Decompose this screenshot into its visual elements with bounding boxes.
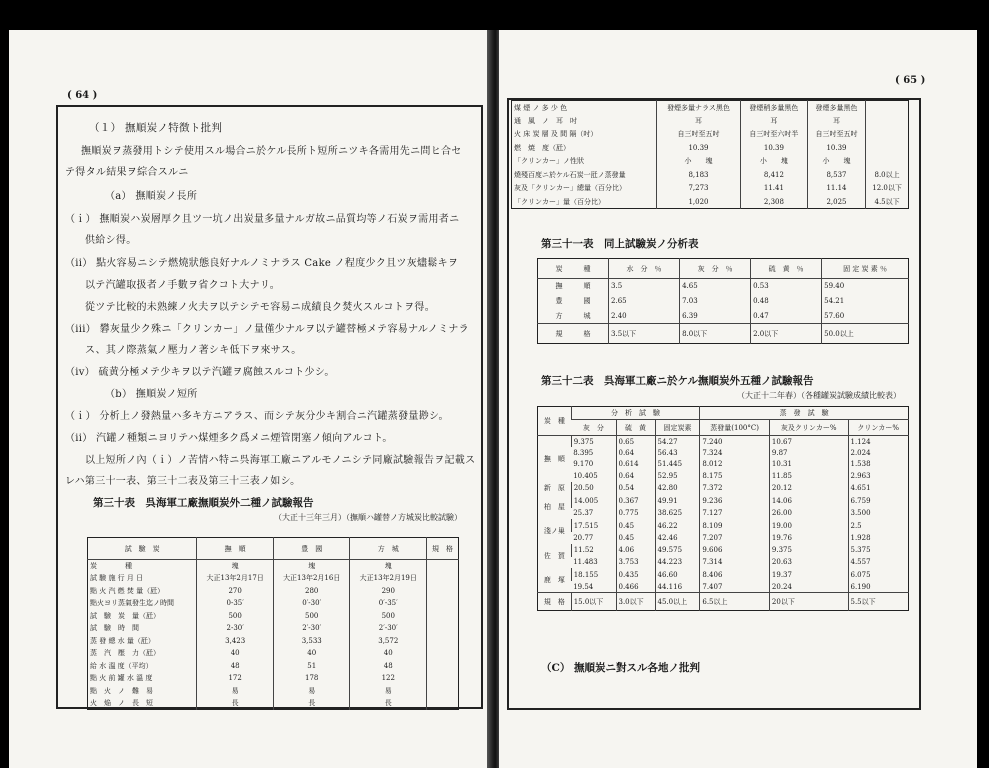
table-cell: 11.41 [740, 182, 807, 196]
text-line: （ｉ） 分析上ノ發熱量ハ多キ方ニアラス、而シテ灰分少キ割合ニ汽罐蒸發量尠シ。 [65, 411, 449, 422]
table-cell: 0.54 [616, 482, 655, 495]
text-line: 撫順炭ヲ蒸發用トシテ使用スル場合ニ於ケル長所ト短所ニツキ各需用先ニ問ヒ合セ [81, 146, 462, 157]
page-number: ( 64 ) [67, 90, 98, 101]
text-line: （ii） 汽罐ノ種類ニヨリテハ煤煙多ク爲メニ煙管閉塞ノ傾向アルコト。 [65, 433, 393, 444]
table-cell: 48 [197, 660, 274, 673]
column-header: 固定炭素 [655, 420, 700, 436]
table-cell: 大正13年2月17日 [197, 572, 274, 585]
table-row [538, 568, 909, 581]
table-cell: 6.075 [848, 568, 909, 581]
table-cell: 57.60 [822, 309, 909, 324]
table-cell: 178 [273, 672, 350, 685]
column-header: 蒸 發 試 驗 [700, 407, 909, 420]
table-cell: 15.0以下 [571, 593, 616, 611]
table-cell: 25.37 [573, 509, 594, 518]
text-line: 以テ汽罐取扱者ノ手數ヲ省クコト大ナリ。 [85, 280, 280, 291]
table-cell: 9.375 [769, 544, 848, 557]
table-cell: 11.85 [769, 470, 848, 482]
table-cell: 500 [350, 610, 427, 623]
table-cell: 49.91 [655, 495, 700, 508]
table-cell: 0‐35′ [197, 597, 274, 610]
table-cell: 2′-30′ [273, 622, 350, 635]
table-cell: 2,308 [740, 195, 807, 209]
table-cell [427, 685, 459, 698]
table-cell: 3,572 [350, 635, 427, 648]
table-cell: 2.5 [848, 519, 909, 532]
column-header: 水 分 ％ [609, 259, 680, 279]
table-row [88, 685, 459, 698]
table-row [88, 560, 459, 573]
row-label: 點火ヨリ蒸氣發生迄ノ時間 [90, 599, 174, 608]
table-cell: 塊 [273, 560, 350, 573]
table-row [512, 155, 909, 169]
table-row [512, 195, 909, 209]
table31-caption: 第三十一表 同上試驗炭ノ分析表 [541, 238, 699, 250]
text-line: （ii） 點火容易ニシテ燃燒狀態良好ナルノミナラス Cake ノ程度少ク且ツ灰燼鬆キヲ [65, 258, 459, 269]
row-label: 「クリンカー」ノ性狀 [514, 157, 584, 166]
table-cell: 3,533 [273, 635, 350, 648]
table-cell: 小 塊 [740, 155, 807, 169]
table-cell: 2,025 [807, 195, 865, 209]
text-line: ス、其ノ際蒸氣ノ壓力ノ著シキ低下ヲ來サス。 [85, 345, 302, 356]
table-cell [427, 647, 459, 660]
row-label: 試 驗 炭 量（瓩） [90, 611, 160, 620]
table-cell: 500 [197, 610, 274, 623]
table-cell: 4.65 [680, 279, 751, 294]
table-cell: 9.606 [700, 544, 770, 557]
table-cell: 4.5以下 [866, 195, 909, 209]
section-heading: （１） 撫順炭ノ特徴ト批判 [89, 122, 223, 134]
row-label: 撫 順 [543, 454, 565, 463]
table-cell: 500 [273, 610, 350, 623]
table-cell: 50.0以上 [822, 324, 909, 344]
row-label: 給 水 溫 度（平均） [90, 661, 153, 670]
table-cell: 自三吋至五吋 [656, 128, 740, 142]
row-label: 炭 種 [90, 562, 132, 570]
table-row [538, 544, 909, 557]
table-cell: 9.87 [769, 447, 848, 459]
table-cell: 3.500 [848, 508, 909, 520]
table-cell: 4.651 [848, 482, 909, 495]
table-cell: 耳 [656, 114, 740, 128]
table-cell: 9.170 [573, 460, 594, 469]
column-header: 方 城 [350, 538, 427, 560]
table-cell [866, 101, 909, 115]
table-cell: 2.40 [609, 309, 680, 324]
table-row [512, 182, 909, 196]
table-cell [427, 672, 459, 685]
column-header: 炭 種 [538, 407, 572, 436]
table-cell: 8,412 [740, 168, 807, 182]
table-cell [866, 141, 909, 155]
table32-caption: 第三十二表 呉海軍工廠ニ於ケル撫順炭外五種ノ試驗報告 [541, 375, 814, 387]
table-cell: 5.375 [848, 544, 909, 557]
table-cell: 10.67 [769, 436, 848, 448]
table-cell [427, 597, 459, 610]
row-label: 規 格 [543, 597, 565, 606]
table-cell [866, 155, 909, 169]
row-label: 火 焔 ノ 長 短 [90, 699, 153, 707]
column-header: 固 定 炭 素 ％ [822, 259, 909, 279]
table-row [88, 635, 459, 648]
table-cell: 8.012 [700, 459, 770, 471]
row-label: 試 驗 施 行 月 日 [90, 574, 144, 583]
table-cell: 2′-30′ [350, 622, 427, 635]
column-header: 規 格 [427, 538, 459, 560]
row-label: 豊 國 [555, 297, 591, 305]
table-cell: 大正13年2月19日 [350, 572, 427, 585]
table-cell: 10.39 [740, 141, 807, 155]
table-cell: 48 [350, 660, 427, 673]
table-cell: 26.00 [769, 508, 848, 520]
table-cell: 0.466 [616, 581, 655, 593]
row-label: 淺ノ巢 [543, 527, 565, 536]
row-label: 通 風 ノ 耳 吋 [514, 116, 577, 125]
table-row [512, 128, 909, 142]
row-label: 蒸 汽 壓 力（瓩） [90, 649, 160, 658]
table-cell: 6.5以上 [700, 593, 770, 611]
table-cell: 49.575 [655, 544, 700, 557]
column-header: 炭 種 [538, 259, 609, 279]
table-cell: 51 [273, 660, 350, 673]
table-cell [866, 128, 909, 142]
table-row [538, 447, 909, 459]
table-cell: 20以下 [769, 593, 848, 611]
table-row [538, 436, 909, 448]
table-cell: 40 [350, 647, 427, 660]
table-cell: 10.39 [807, 141, 865, 155]
table-cell: 59.40 [822, 279, 909, 294]
table-cell: 大正13年2月16日 [273, 572, 350, 585]
table-cell: 8.109 [700, 519, 770, 532]
left-page [9, 30, 489, 768]
table-row [88, 647, 459, 660]
table-cell: 1,020 [656, 195, 740, 209]
table-cell: 19.54 [573, 582, 594, 591]
text-line: （a） 撫順炭ノ長所 [105, 191, 198, 202]
table-cell: 0.53 [751, 279, 822, 294]
table-cell: 290 [350, 585, 427, 598]
row-label: 方 城 [555, 311, 591, 320]
table-cell: 長 [197, 697, 274, 710]
table-cell: 14.005 [571, 495, 616, 508]
table-cell [427, 560, 459, 573]
table-row [88, 697, 459, 710]
table-cell: 8.175 [700, 470, 770, 482]
text-line: （ｉ） 撫順炭ハ炭層厚ク且ツ一坑ノ出炭量多量ナルガ故ニ品質均等ノ石炭ヲ需用者ニ [65, 214, 460, 225]
table-row [538, 309, 909, 324]
table-cell: 270 [197, 585, 274, 598]
table-cell: 2‐30′ [197, 622, 274, 635]
table-cell: 耳 [740, 114, 807, 128]
column-header: 分 析 試 驗 [571, 407, 700, 420]
table-cell: 3.0以下 [616, 593, 655, 611]
table-cell: 易 [197, 685, 274, 698]
table-row [88, 597, 459, 610]
column-header: 灰及クリンカー% [769, 420, 848, 436]
table-cell: 5.5以下 [848, 593, 909, 611]
table-cell: 耳 [807, 114, 865, 128]
table-cell: 7.372 [700, 482, 770, 495]
table-cell: 8,537 [807, 168, 865, 182]
table-cell: 20.63 [769, 557, 848, 569]
table-cell: 14.06 [769, 495, 848, 508]
table-cell: 122 [350, 672, 427, 685]
table-cell: 51.445 [655, 459, 700, 471]
row-label: 燒殘百度ニ於ケル石炭一瓩ノ蒸發量 [514, 170, 626, 179]
table-row [88, 572, 459, 585]
table-cell: 7.324 [700, 447, 770, 459]
row-label: 點 火 ノ 難 易 [90, 686, 153, 695]
table-row [512, 101, 909, 115]
table-cell: 7.240 [700, 436, 770, 448]
table-cell: 20.24 [769, 581, 848, 593]
table-cell: 自三吋至五吋 [807, 128, 865, 142]
table-cell: 20.12 [769, 482, 848, 495]
row-label: 試 驗 時 間 [90, 624, 139, 633]
table-cell: 0′-35′ [350, 597, 427, 610]
table-cell: 自三吋至六吋半 [740, 128, 807, 142]
table-cell [427, 697, 459, 710]
table-cell: 0.435 [616, 568, 655, 581]
table32 [537, 406, 909, 611]
table-cell: 10.31 [769, 459, 848, 471]
table-cell: 11.483 [573, 558, 598, 567]
table31 [537, 258, 909, 344]
row-label: 新 原 [543, 484, 565, 492]
column-header: 撫 順 [197, 538, 274, 560]
table-cell: 2.963 [848, 470, 909, 482]
table-cell: 6.190 [848, 581, 909, 593]
text-line: （b） 撫順炭ノ短所 [105, 389, 198, 400]
table-cell: 3.5 [609, 279, 680, 294]
table-row [512, 168, 909, 182]
table-row [538, 593, 909, 611]
table-cell: 11.52 [571, 544, 616, 557]
table-cell: 發煙多量ナラス黑色 [656, 101, 740, 115]
table-cell [427, 572, 459, 585]
table-row [538, 495, 909, 508]
table-cell: 7.127 [700, 508, 770, 520]
table-cell: 44.116 [655, 581, 700, 593]
text-line: 供給シ得。 [85, 235, 137, 246]
table-cell: 0.64 [616, 447, 655, 459]
column-header: 試 驗 炭 [88, 538, 197, 560]
table-cell: 8.406 [700, 568, 770, 581]
table-cell: 10.405 [573, 471, 598, 480]
table32-note: （大正十二年春）（各種罐炭試驗成績比較表） [737, 391, 901, 400]
table-cell: 0.45 [616, 532, 655, 544]
table-cell: 7.314 [700, 557, 770, 569]
text-line: （iv） 硫黄分極メテ少キヲ以テ汽罐ヲ腐蝕スルコト少シ。 [65, 367, 335, 378]
row-label: 規 格 [555, 329, 591, 338]
row-label: 鹿 塚 [543, 576, 565, 584]
table-cell: 12.0以下 [866, 182, 909, 196]
table-cell: 6.39 [680, 309, 751, 324]
table-cell: 20.50 [571, 482, 616, 495]
table-cell: 1.928 [848, 532, 909, 544]
table-cell: 3.753 [616, 557, 655, 569]
table-cell: 1.124 [848, 436, 909, 448]
row-label: 佐 賀 [543, 551, 565, 560]
table-cell [427, 585, 459, 598]
table-cell: 0.367 [616, 495, 655, 508]
table-cell [427, 610, 459, 623]
table-cell: 0.614 [616, 459, 655, 471]
table-row [512, 114, 909, 128]
table-cell: 小 塊 [807, 155, 865, 169]
table-cell: 0.48 [751, 294, 822, 309]
table-cell: 52.95 [655, 470, 700, 482]
table-cell: 40 [197, 647, 274, 660]
table-cell: 發煙多量黑色 [807, 101, 865, 115]
table-cell [866, 114, 909, 128]
table-row [538, 581, 909, 593]
table-cell: 7.207 [700, 532, 770, 544]
row-label: 點 火 前 罐 水 溫 度 [90, 674, 153, 683]
table-cell: 0.775 [616, 508, 655, 520]
text-line: 從ツテ比較的未熟練ノ火夫ヲ以テシテモ容易ニ成績良ク焚火スルコトヲ得。 [85, 302, 435, 313]
table-row [88, 660, 459, 673]
table-cell: 0.47 [751, 309, 822, 324]
table-cell: 長 [273, 697, 350, 710]
table-cell: 19.37 [769, 568, 848, 581]
table-cell: 0′-30′ [273, 597, 350, 610]
page-number: ( 65 ) [895, 75, 926, 86]
table30-note: （大正十三年三月）（撫順ハ罐替ノ方城炭比較試驗） [274, 513, 462, 522]
table-row [538, 294, 909, 309]
table-cell [427, 660, 459, 673]
table-row [538, 470, 909, 482]
table-cell: 易 [350, 685, 427, 698]
table-cell: 塊 [197, 560, 274, 573]
text-line: （iii） 礬灰量少ク殊ニ「クリンカー」ノ量僅少ナルヲ以テ罐替極メテ容易ナルノミナラ [65, 324, 469, 335]
table30-caption: 第三十表 呉海軍工廠撫順炭外二種ノ試驗報告 [93, 497, 314, 509]
table-row [88, 622, 459, 635]
row-label: 火 床 炭 層 及 間 隔（吋） [514, 130, 598, 139]
table30-continued [511, 100, 909, 209]
table-row [88, 610, 459, 623]
table-row [538, 519, 909, 532]
column-header: 豊 國 [273, 538, 350, 560]
table-cell: 8,183 [656, 168, 740, 182]
table-cell: 3.5以下 [609, 324, 680, 344]
row-label: 「クリンカー」量（百分比） [514, 197, 605, 206]
table-cell: 4.06 [616, 544, 655, 557]
row-label: 柏 屋 [543, 502, 565, 511]
table-cell: 19.00 [769, 519, 848, 532]
table-cell: 44.223 [655, 557, 700, 569]
table-cell: 7.407 [700, 581, 770, 593]
text-line: テ得タル結果ヲ綜合スルニ [65, 167, 189, 178]
table-cell: 17.515 [571, 519, 616, 532]
table-cell: 2.0以下 [751, 324, 822, 344]
table-cell: 8.395 [573, 448, 594, 457]
table-row [538, 532, 909, 544]
table-cell [427, 622, 459, 635]
table-cell: 280 [273, 585, 350, 598]
right-page [499, 30, 977, 768]
row-label: 撫 順 [555, 282, 591, 291]
row-label: 蒸 發 總 水 量（瓩） [90, 636, 155, 645]
table-cell: 56.43 [655, 447, 700, 459]
table-cell: 10.39 [656, 141, 740, 155]
table-cell: 2.65 [609, 294, 680, 309]
table-row [538, 459, 909, 471]
table-cell: 易 [273, 685, 350, 698]
table-cell: 40 [273, 647, 350, 660]
table-row [512, 141, 909, 155]
table-cell: 1.538 [848, 459, 909, 471]
table-cell: 18.155 [571, 568, 616, 581]
column-header: 灰 分 [571, 420, 616, 436]
table-cell: 小 塊 [656, 155, 740, 169]
table-cell: 發煙稍多量黑色 [740, 101, 807, 115]
table-cell: 3,423 [197, 635, 274, 648]
table-cell: 0.64 [616, 470, 655, 482]
table-cell: 0.45 [616, 519, 655, 532]
table-cell: 19.76 [769, 532, 848, 544]
table-cell: 45.0以上 [655, 593, 700, 611]
table-cell: 54.21 [822, 294, 909, 309]
table-cell: 42.80 [655, 482, 700, 495]
table-cell: 46.22 [655, 519, 700, 532]
column-header: 硫 黄 [616, 420, 655, 436]
row-label: 煤 煙 ノ 多 少 色 [514, 103, 568, 112]
table30 [87, 537, 459, 710]
table-cell: 8.0以上 [866, 168, 909, 182]
table-cell: 7,273 [656, 182, 740, 196]
table-cell: 2.024 [848, 447, 909, 459]
table-row [88, 585, 459, 598]
table-cell: 172 [197, 672, 274, 685]
table-row [538, 279, 909, 294]
table-cell: 6.759 [848, 495, 909, 508]
table-row [538, 508, 909, 520]
table-row [538, 482, 909, 495]
table-cell: 4.557 [848, 557, 909, 569]
table-cell: 54.27 [655, 436, 700, 448]
column-header: 硫 黄 ％ [751, 259, 822, 279]
table-cell: 42.46 [655, 532, 700, 544]
table-row [88, 672, 459, 685]
column-header: 蒸發量(100°C) [700, 420, 770, 436]
table-cell: 塊 [350, 560, 427, 573]
table-row [538, 324, 909, 344]
column-header: 灰 分 ％ [680, 259, 751, 279]
table-cell: 9.375 [571, 436, 616, 448]
row-label: 灰及「クリンカー」總量（百分比） [514, 184, 626, 193]
column-header: クリンカー% [848, 420, 909, 436]
table-cell: 長 [350, 697, 427, 710]
text-line: レハ第三十一表、第三十二表及第三十三表ノ如シ。 [65, 476, 301, 487]
row-label: 點 火 汽 燃 焚 量（瓩） [90, 586, 165, 595]
table-cell: 0.65 [616, 436, 655, 448]
table-cell: 20.77 [573, 533, 594, 542]
text-line: 以上短所ノ內（ｉ）ノ苦情ハ特ニ呉海軍工廠ニアルモノニシテ同廠試驗報告ヲ記載ス [85, 455, 476, 466]
table-cell: 46.60 [655, 568, 700, 581]
row-label: 燃 焼 度（瓩） [514, 143, 570, 152]
table-cell: 38.625 [655, 508, 700, 520]
table-cell: 8.0以下 [680, 324, 751, 344]
table-row [538, 557, 909, 569]
table-cell: 7.03 [680, 294, 751, 309]
table-cell [427, 635, 459, 648]
table-cell: 11.14 [807, 182, 865, 196]
section-heading-c: （C） 撫順炭ニ對スル各地ノ批判 [541, 662, 701, 674]
table-cell: 9.236 [700, 495, 770, 508]
